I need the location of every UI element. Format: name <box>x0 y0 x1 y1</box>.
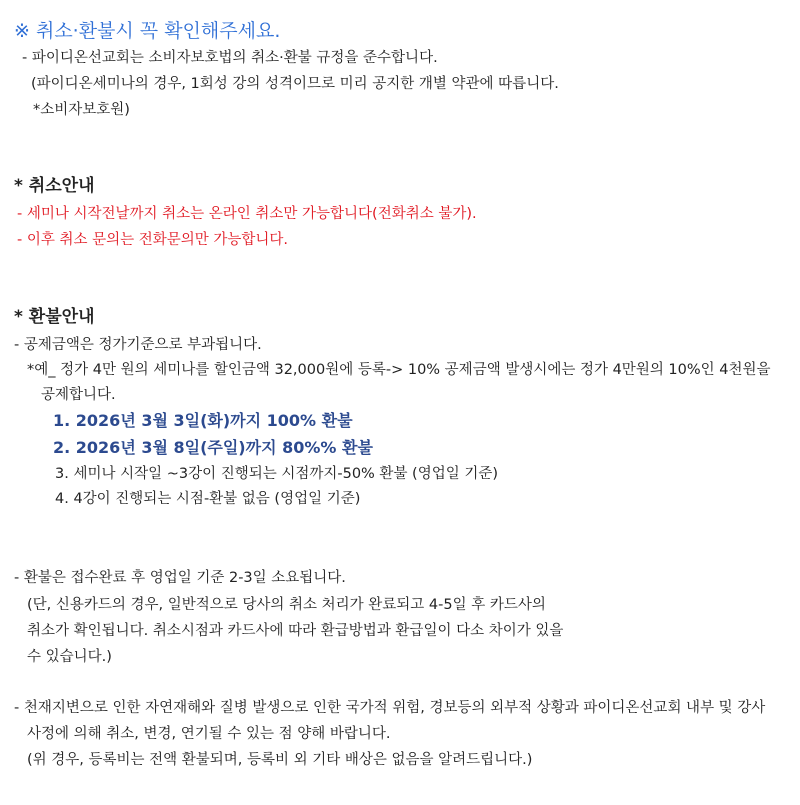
processing-line: - 환불은 접수완료 후 영업일 기준 2-3일 소요됩니다. <box>14 570 346 586</box>
refund-rule-3: 3. 세미나 시작일 ~3강이 진행되는 시점까지-50% 환불 (영업일 기준) <box>55 466 499 482</box>
refund-deduction: - 공제금액은 정가기준으로 부과됩니다. <box>14 337 262 353</box>
refund-example: 공제합니다. <box>41 387 116 403</box>
notice-title: ※ 취소·환불시 꼭 확인해주세요. <box>14 20 281 42</box>
processing-line: 수 있습니다.) <box>27 649 112 665</box>
processing-line: (단, 신용카드의 경우, 일반적으로 당사의 취소 처리가 완료되고 4-5일 후 카드사의 <box>27 597 546 613</box>
force-majeure-line: - 천재지변으로 인한 자연재해와 질병 발생으로 인한 국가적 위험, 경보등의 외부적 상황과 파이디온선교회 내부 및 강사 <box>14 700 766 716</box>
cancel-line: - 이후 취소 문의는 전화문의만 가능합니다. <box>17 232 289 248</box>
notice-line: (파이디온세미나의 경우, 1회성 강의 성격이므로 미리 공지한 개별 약관에 따릅니다. <box>31 76 559 92</box>
cancel-heading: * 취소안내 <box>14 176 95 196</box>
notice-line: *소비자보호원) <box>33 102 130 118</box>
cancel-line: - 세미나 시작전날까지 취소는 온라인 취소만 가능합니다(전화취소 불가). <box>17 206 477 222</box>
force-majeure-line: 사정에 의해 취소, 변경, 연기될 수 있는 점 양해 바랍니다. <box>27 726 391 742</box>
processing-line: 취소가 확인됩니다. 취소시점과 카드사에 따라 환급방법과 환급일이 다소 차이가 있을 <box>27 623 564 639</box>
refund-rule-4: 4. 4강이 진행되는 시점-환불 없음 (영업일 기준) <box>55 491 361 507</box>
refund-rule-1: 1. 2026년 3월 3일(화)까지 100% 환불 <box>53 411 353 430</box>
notice-line: - 파이디온선교회는 소비자보호법의 취소·환불 규정을 준수합니다. <box>22 50 438 66</box>
force-majeure-line: (위 경우, 등록비는 전액 환불되며, 등록비 외 기타 배상은 없음을 알려드립니다.) <box>27 752 533 768</box>
refund-heading: * 환불안내 <box>14 307 95 327</box>
refund-rule-2: 2. 2026년 3월 8일(주일)까지 80%% 환불 <box>53 438 373 457</box>
refund-example: *예_ 정가 4만 원의 세미나를 할인금액 32,000원에 등록-> 10% 공제금액 발생시에는 정가 4만원의 10%인 4천원을 <box>27 362 771 378</box>
